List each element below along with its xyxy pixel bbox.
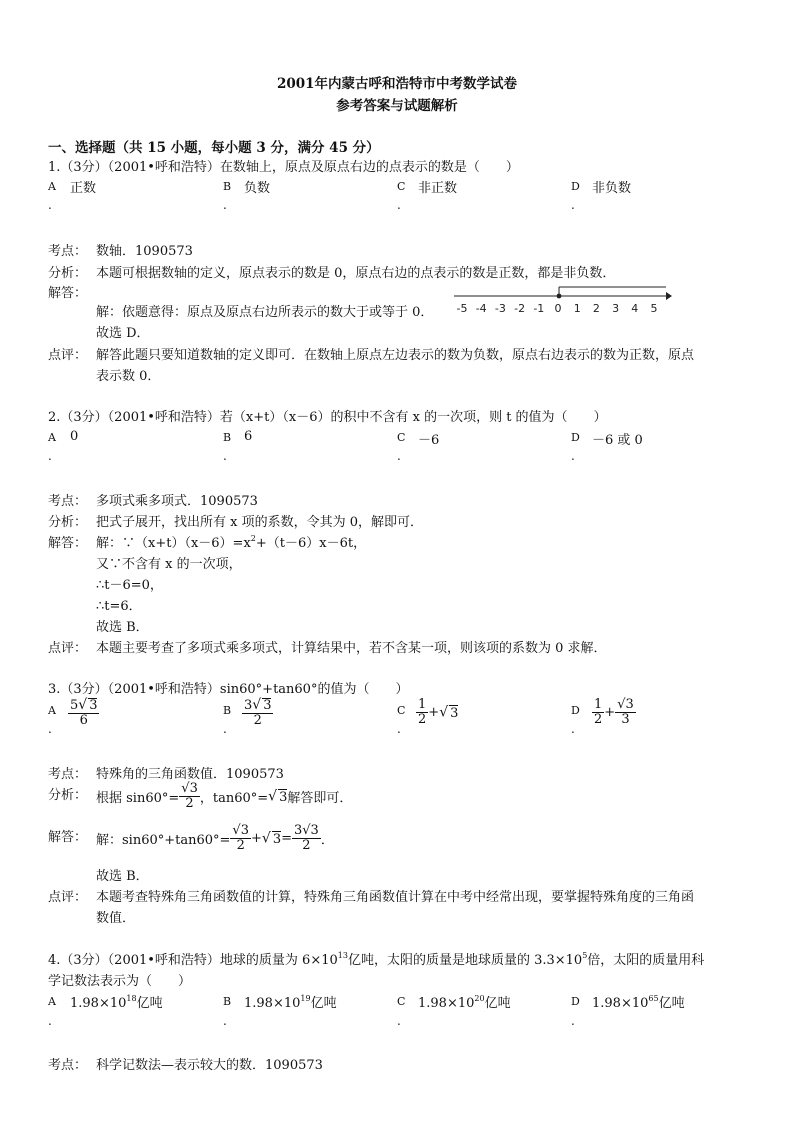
q4-option-d: $1.98\times 10^{65}$亿吨 [592,994,685,1011]
number-line-tick-label: 4 [631,302,639,315]
q2-fenxi: 把式子展开，找出所有 x 项的系数，令其为 0，解即可． [96,515,423,530]
q4-option-d-letter: D [571,995,580,1008]
q3-option-c-letter: C [397,704,406,717]
q1-option-d-letter: D [571,180,580,193]
q2-option-c-letter: C [397,431,406,444]
q3-kaodian: 特殊角的三角函数值．1090573 [96,767,284,782]
q2-option-a-letter: A [48,431,56,444]
q4-option-a: $1.98\times 10^{18}$亿吨 [70,994,163,1011]
question-4-stem-line1: 4.（3分）（2001•呼和浩特）地球的质量为 $6\times 10^{13}$亿吨，太阳的质量是地球质量的 $3.3\times 10^5$倍，太阳的质量用科 [48,951,705,968]
q3-option-d: $\frac{1}{2}$ + $\frac{√3}{3}$ [594,697,634,727]
q1-dianping-line2: 表示数 0． [96,369,161,384]
q2-jieda-line4: ∴t=6． [96,599,142,614]
document-title: 2001年内蒙古呼和浩特市中考数学试卷 [276,76,518,92]
q3-option-c: $\frac{1}{2}$ +√ 3 [418,697,459,727]
q1-option-c-letter: C [397,180,406,193]
q3-dianping-label: 点评： [48,890,88,905]
q3-option-d-dot: . [571,722,575,736]
q3-dianping-line2: 数值． [96,911,136,926]
q3-jieda-line1: 解：sin60°+tan60°= $\frac{√3}{2}$ +√ 3= $\frac{3√3}{2}$ ． [96,823,334,853]
question-4-stem-line2: 学记数法表示为（ ） [48,974,192,989]
q1-option-a: 正数 [70,181,97,196]
q2-jieda-line1: 解：$\because(x+t)(x-6)=x^2+(t-6)x-6t$， [96,534,367,551]
q4-option-c-dot: . [397,1014,401,1028]
q4-option-d-dot: . [571,1014,575,1028]
q3-kaodian-label: 考点： [48,767,88,782]
q2-option-b-dot: . [223,449,227,463]
question-2-stem: 2.（3分）（2001•呼和浩特）若（x+t）（x－6）的积中不含有 x 的一次项，则 t 的值为（ ） [48,410,607,425]
q3-fenxi: 根据 sin60°= $\frac{√3}{2}$ ，tan60°=√ 3解答即可． [96,781,353,811]
q2-fenxi-label: 分析： [48,515,88,530]
q2-option-a-dot: . [48,449,52,463]
q1-kaodian-label: 考点： [48,244,88,259]
number-line-tick-label: -2 [514,302,526,315]
q1-dianping-label: 点评： [48,348,88,363]
q4-option-a-dot: . [48,1014,52,1028]
q1-option-d: 非负数 [592,181,632,196]
q1-option-b: 负数 [244,181,271,196]
q1-jieda-line1: 解：依题意得：原点及原点右边所表示的数大于或等于 0． [96,305,434,320]
q3-jieda-line2: 故选 B． [96,869,149,884]
number-line-tick-label: 5 [650,302,658,315]
q3-option-a-letter: A [48,704,56,717]
q4-option-b-dot: . [223,1014,227,1028]
q4-option-b-letter: B [223,995,232,1008]
q2-option-c: －6 [418,433,440,448]
q2-dianping-label: 点评： [48,641,88,656]
question-3-stem: 3.（3分）（2001•呼和浩特）sin60°+tan60°的值为（ ） [48,682,409,697]
q2-kaodian: 多项式乘多项式．1090573 [96,494,258,509]
q1-dianping-line1: 解答此题只要知道数轴的定义即可．在数轴上原点左边表示的数为负数，原点右边表示的数为正数，原点 [96,348,695,363]
q3-option-c-dot: . [397,722,401,736]
q4-option-c-letter: C [397,995,406,1008]
q1-option-b-dot: . [223,198,227,212]
document-subtitle: 参考答案与试题解析 [336,98,458,114]
q4-option-b: $1.98\times 10^{19}$亿吨 [244,994,337,1011]
q4-option-a-letter: A [48,995,56,1008]
q3-option-a: $\frac{5√ 3}{6}$ [70,697,98,728]
number-line-origin-dot [557,294,562,299]
q3-option-d-letter: D [571,704,580,717]
q2-option-c-dot: . [397,449,401,463]
q2-option-a: 0 [70,429,79,444]
number-line-tick-label: -1 [533,302,545,315]
q2-jieda-label: 解答： [48,536,88,551]
q1-kaodian: 数轴．1090573 [96,244,193,259]
q2-option-d-letter: D [571,431,580,444]
number-line-tick-label: 2 [592,302,600,315]
number-line-arrow [666,292,672,300]
q1-option-c-dot: . [397,198,401,212]
number-line-tick-label: 0 [554,302,562,315]
q1-jieda-label: 解答： [48,286,88,301]
q2-option-d-dot: . [571,449,575,463]
q3-option-b-dot: . [223,722,227,736]
question-1-stem: 1.（3分）（2001•呼和浩特）在数轴上，原点及原点右边的点表示的数是（ ） [48,160,519,175]
q2-dianping: 本题主要考查了多项式乘多项式，计算结果中，若不含某一项，则该项的系数为 0 求解． [96,641,607,656]
q2-jieda-line3: ∴t－6=0， [96,578,163,593]
number-line-tick-label: 3 [612,302,620,315]
section-heading: 一、选择题（共 15 小题，每小题 3 分，满分 45 分） [48,140,380,156]
q3-option-a-dot: . [48,722,52,736]
number-line-tick-label: -3 [494,302,506,315]
number-line-tick-label: 1 [573,302,581,315]
q2-jieda-line5: 故选 B． [96,620,149,635]
number-line-figure [452,284,674,320]
number-line-tick-label: -5 [456,302,468,315]
q3-jieda-label: 解答： [48,830,88,845]
q4-option-c: $1.98\times 10^{20}$亿吨 [418,994,511,1011]
q2-option-b: 6 [244,429,253,444]
q1-option-a-dot: . [48,198,52,212]
q3-option-b-letter: B [223,704,232,717]
q2-jieda-line2: 又∵不含有 x 的一次项， [96,557,242,572]
q1-fenxi-label: 分析： [48,266,88,281]
q1-jieda-line2: 故选 D． [96,326,150,341]
q2-kaodian-label: 考点： [48,494,88,509]
number-line-tick-label: -4 [475,302,487,315]
q2-option-b-letter: B [223,431,232,444]
q1-option-d-dot: . [571,198,575,212]
q1-option-a-letter: A [48,180,56,193]
q1-fenxi: 本题可根据数轴的定义，原点表示的数是 0，原点右边的点表示的数是正数，都是非负数． [96,266,616,281]
q4-kaodian-label: 考点： [48,1058,88,1073]
q2-option-d: －6 或 0 [592,433,643,448]
q3-fenxi-label: 分析： [48,788,88,803]
q4-kaodian: 科学记数法—表示较大的数．1090573 [96,1058,323,1073]
q1-option-c: 非正数 [418,181,458,196]
q3-option-b: $\frac{3√ 3}{2}$ [244,697,272,728]
q1-option-b-letter: B [223,180,232,193]
q3-dianping-line1: 本题考查特殊角三角函数值的计算，特殊角三角函数值计算在中考中经常出现，要掌握特殊角度的三角函 [96,890,695,905]
